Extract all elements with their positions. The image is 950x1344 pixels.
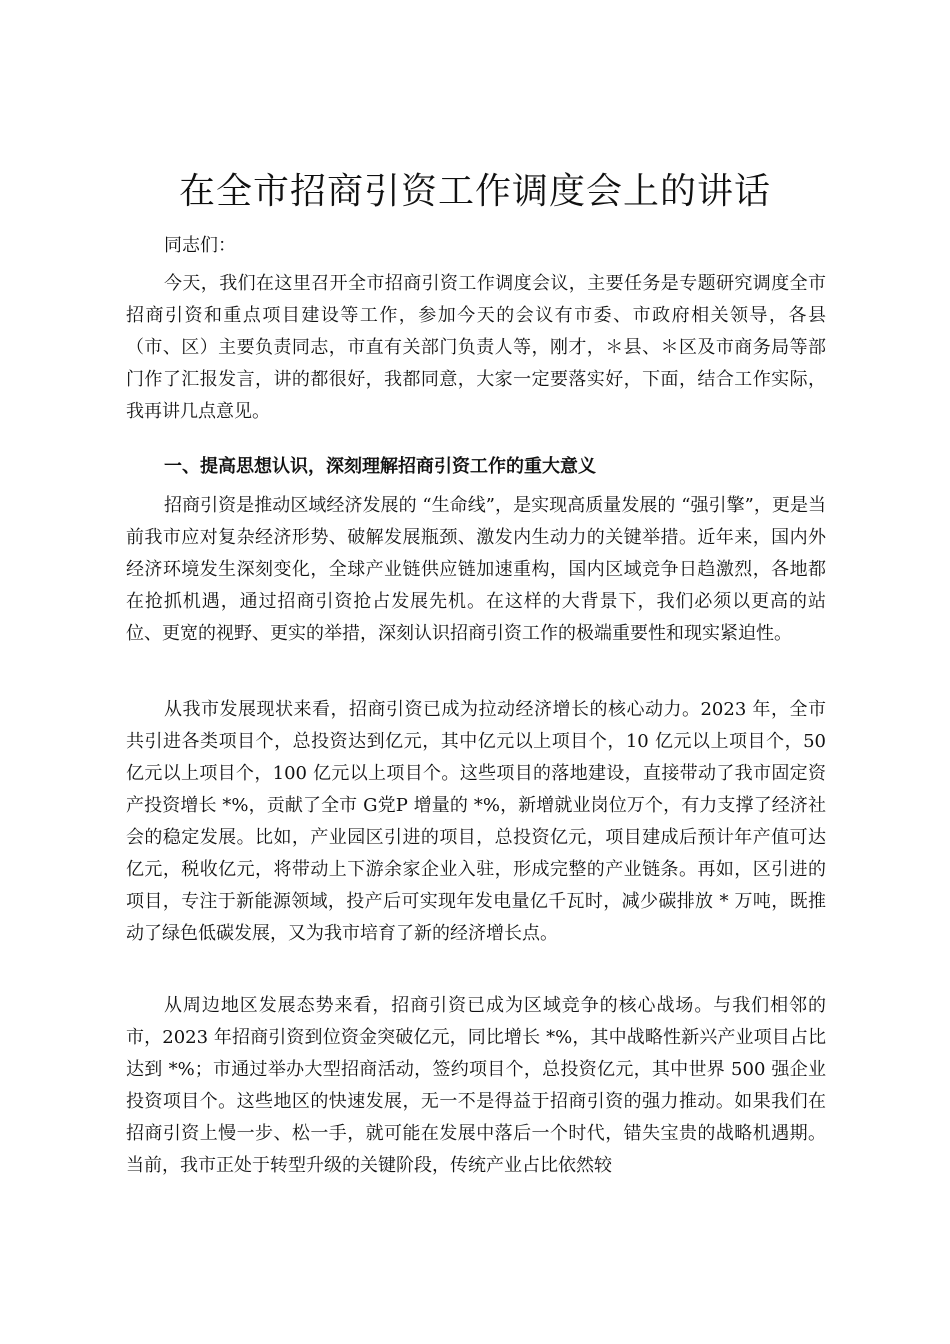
paragraph-significance: 招商引资是推动区域经济发展的 “生命线”，是实现高质量发展的 “强引擎”，更是当前我市应对复杂经济形势、破解发展瓶颈、激发内生动力的关键举措。近年来，国内外经济环境发生深刻变化，全球产业链供应链加速重构，国内区域竞争日趋激烈，各地都在抢抓机遇，通过招商引资抢占发展先机。在这样的大背景下，我们必须以更高的站位、更宽的视野、更实的举措，深刻认识招商引资工作的极端重要性和现实紧迫性。 [126,495,826,644]
salutation: 同志们： [164,235,236,256]
paragraph-intro: 今天，我们在这里召开全市招商引资工作调度会议，主要任务是专题研究调度全市招商引资和重点项目建设等工作，参加今天的会议有市委、市政府相关领导，各县（市、区）主要负责同志，市直有关部门负责人等，刚才，＊县、＊区及市商务局等部门作了汇报发言，讲的都很好，我都同意，大家一定要落实好，下面，结合工作实际，我再讲几点意见。 [126,273,826,422]
section-heading-1: 一、提高思想认识，深刻理解招商引资工作的重大意义 [164,456,596,477]
paragraph-city-status: 从我市发展现状来看，招商引资已成为拉动经济增长的核心动力。2023 年，全市共引进各类项目个，总投资达到亿元，其中亿元以上项目个，10 亿元以上项目个，50 亿元以上项目个，100 亿元以上项目个。这些项目的落地建设，直接带动了我市固定资产投资增长 *%，贡献了全市 G党P 增量的 *%，新增就业岗位万个，有力支撑了经济社会的稳定发展。比如，产业园区引进的项目，总投资亿元，项目建成后预计年产值可达亿元，税收亿元，将带动上下游余家企业入驻，形成完整的产业链条。再如，区引进的项目，专注于新能源领域，投产后可实现年发电量亿千瓦时，减少碳排放 * 万吨，既推动了绿色低碳发展，又为我市培育了新的经济增长点。 [126,699,826,944]
document-title: 在全市招商引资工作调度会上的讲话 [178,171,771,212]
paragraph-regional-competition: 从周边地区发展态势来看，招商引资已成为区域竞争的核心战场。与我们相邻的市，2023 年招商引资到位资金突破亿元，同比增长 *%，其中战略性新兴产业项目占比达到 *%；市通过举办大型招商活动，签约项目个，总投资亿元，其中世界 500 强企业投资项目个。这些地区的快速发展，无一不是得益于招商引资的强力推动。如果我们在招商引资上慢一步、松一手，就可能在发展中落后一个时代，错失宝贵的战略机遇期。当前，我市正处于转型升级的关键阶段，传统产业占比依然较 [126,995,826,1176]
